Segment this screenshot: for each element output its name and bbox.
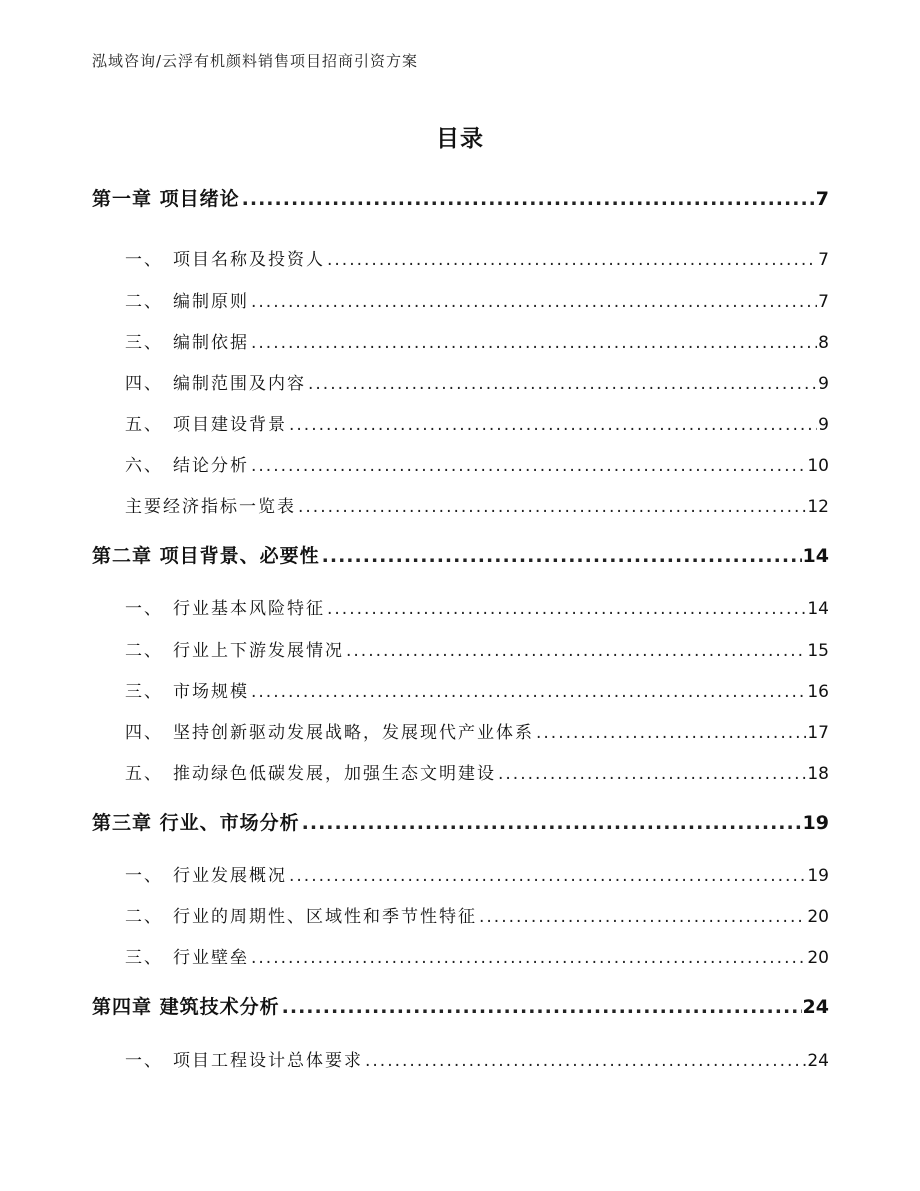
- toc-page-number: 19: [802, 812, 829, 834]
- toc-page-number: 16: [807, 682, 829, 702]
- toc-page-number: 7: [818, 292, 829, 312]
- toc-entry-text: 行业壁垒: [173, 948, 249, 968]
- dot-leader: [251, 292, 817, 312]
- toc-entry-text: 结论分析: [173, 456, 249, 476]
- toc-entry-text: 行业上下游发展情况: [173, 641, 344, 661]
- dot-leader: [498, 764, 806, 784]
- toc-page-number: 8: [818, 333, 829, 353]
- toc-entry-number: 第二章: [92, 545, 153, 567]
- toc-entry-text: 主要经济指标一览表: [125, 497, 296, 517]
- toc-entry-label: [92, 677, 251, 702]
- dot-leader: [242, 188, 815, 210]
- toc-entry-number: 第三章: [92, 812, 153, 834]
- toc-entry-number: 五、: [125, 764, 163, 784]
- toc-entry-number: 三、: [125, 333, 163, 353]
- toc-entry-number: 四、: [125, 374, 163, 394]
- dot-leader: [251, 333, 817, 353]
- toc-section-entry[interactable]: [92, 492, 829, 517]
- toc-section-entry[interactable]: [92, 759, 829, 784]
- toc-entry-text: 编制原则: [173, 292, 249, 312]
- toc-entry-text: 项目建设背景: [173, 415, 287, 435]
- dot-leader: [346, 641, 806, 661]
- toc-entry-text: 行业基本风险特征: [173, 599, 325, 619]
- toc-entry-label: [92, 636, 346, 661]
- toc-section-entry[interactable]: [92, 410, 829, 435]
- toc-entry-label: [92, 287, 251, 312]
- toc-entry-label: [92, 541, 322, 568]
- toc-entry-number: 二、: [125, 907, 163, 927]
- toc-section-entry[interactable]: [92, 861, 829, 886]
- toc-section-entry[interactable]: [92, 677, 829, 702]
- dot-leader: [251, 948, 806, 968]
- dot-leader: [327, 250, 817, 270]
- toc-page-number: 17: [807, 723, 829, 743]
- toc-entry-text: 项目背景、必要性: [159, 545, 320, 567]
- toc-chapter-entry[interactable]: [92, 808, 829, 835]
- toc-page-number: 18: [807, 764, 829, 784]
- toc-section-entry[interactable]: [92, 1046, 829, 1071]
- toc-entry-number: 三、: [125, 948, 163, 968]
- toc-entry-label: [92, 902, 479, 927]
- toc-entry-text: 行业的周期性、区域性和季节性特征: [173, 907, 477, 927]
- toc-section-entry[interactable]: [92, 245, 829, 270]
- dot-leader: [365, 1051, 806, 1071]
- toc-entry-text: 项目绪论: [159, 188, 240, 210]
- toc-page-number: 19: [807, 866, 829, 886]
- toc-entry-text: 建筑技术分析: [159, 996, 280, 1018]
- dot-leader: [327, 599, 806, 619]
- toc-entry-text: 编制依据: [173, 333, 249, 353]
- toc-entry-number: 一、: [125, 1051, 163, 1071]
- dot-leader: [479, 907, 806, 927]
- toc-entry-label: [92, 184, 242, 211]
- toc-entry-number: 二、: [125, 641, 163, 661]
- toc-page-number: 24: [802, 996, 829, 1018]
- toc-page-number: 24: [807, 1051, 829, 1071]
- toc-entry-text: 编制范围及内容: [173, 374, 306, 394]
- dot-leader: [289, 866, 806, 886]
- toc-page-number: 14: [807, 599, 829, 619]
- toc-page-number: 10: [807, 456, 829, 476]
- toc-entry-text: 行业发展概况: [173, 866, 287, 886]
- toc-chapter-entry[interactable]: [92, 541, 829, 568]
- toc-entry-label: [92, 328, 251, 353]
- toc-title: 目录: [436, 126, 484, 152]
- toc-entry-text: 项目名称及投资人: [173, 250, 325, 270]
- toc-entry-label: [92, 861, 289, 886]
- toc-entry-number: 四、: [125, 723, 163, 743]
- dot-leader: [322, 545, 802, 567]
- toc-page-number: 9: [818, 374, 829, 394]
- toc-section-entry[interactable]: [92, 902, 829, 927]
- toc-entry-text: 行业、市场分析: [159, 812, 300, 834]
- toc-entry-label: [92, 808, 302, 835]
- toc-section-entry[interactable]: [92, 594, 829, 619]
- toc-entry-text: 项目工程设计总体要求: [173, 1051, 363, 1071]
- toc-section-entry[interactable]: [92, 287, 829, 312]
- toc-entry-label: [92, 451, 251, 476]
- toc-entry-label: [92, 992, 282, 1019]
- dot-leader: [302, 812, 802, 834]
- toc-entry-label: [92, 369, 308, 394]
- dot-leader: [289, 415, 817, 435]
- toc-page-number: 20: [807, 907, 829, 927]
- toc-entry-text: 推动绿色低碳发展，加强生态文明建设: [173, 764, 496, 784]
- toc-entry-number: 第一章: [92, 188, 153, 210]
- dot-leader: [282, 996, 802, 1018]
- toc-page-number: 9: [818, 415, 829, 435]
- dot-leader: [308, 374, 817, 394]
- dot-leader: [536, 723, 806, 743]
- dot-leader: [251, 456, 806, 476]
- toc-page-number: 12: [807, 497, 829, 517]
- toc-entry-label: [92, 718, 536, 743]
- toc-entry-number: 三、: [125, 682, 163, 702]
- toc-page-number: 7: [818, 250, 829, 270]
- toc-entry-label: [92, 943, 251, 968]
- toc-entry-label: [92, 245, 327, 270]
- dot-leader: [298, 497, 806, 517]
- toc-section-entry[interactable]: [92, 718, 829, 743]
- toc-entry-number: 一、: [125, 599, 163, 619]
- toc-page-number: 15: [807, 641, 829, 661]
- toc-entry-label: [92, 410, 289, 435]
- toc-entry-label: [92, 492, 298, 517]
- toc-entry-number: 一、: [125, 250, 163, 270]
- toc-page-number: 14: [802, 545, 829, 567]
- toc-section-entry[interactable]: [92, 943, 829, 968]
- toc-section-entry[interactable]: [92, 369, 829, 394]
- page-header: 泓域咨询/云浮有机颜料销售项目招商引资方案: [92, 52, 419, 70]
- toc-entry-label: [92, 759, 498, 784]
- toc-page-number: 20: [807, 948, 829, 968]
- toc-entry-number: 二、: [125, 292, 163, 312]
- toc-chapter-entry[interactable]: [92, 184, 829, 211]
- toc-entry-number: 一、: [125, 866, 163, 886]
- toc-page-number: 7: [815, 188, 829, 210]
- toc-section-entry[interactable]: [92, 328, 829, 353]
- toc-chapter-entry[interactable]: [92, 992, 829, 1019]
- dot-leader: [251, 682, 806, 702]
- toc-entry-text: 坚持创新驱动发展战略，发展现代产业体系: [173, 723, 534, 743]
- toc-entry-number: 五、: [125, 415, 163, 435]
- toc-entry-number: 第四章: [92, 996, 153, 1018]
- toc-section-entry[interactable]: [92, 451, 829, 476]
- toc-section-entry[interactable]: [92, 636, 829, 661]
- toc-entry-label: [92, 1046, 365, 1071]
- toc-entry-text: 市场规模: [173, 682, 249, 702]
- toc-entry-label: [92, 594, 327, 619]
- toc-entry-number: 六、: [125, 456, 163, 476]
